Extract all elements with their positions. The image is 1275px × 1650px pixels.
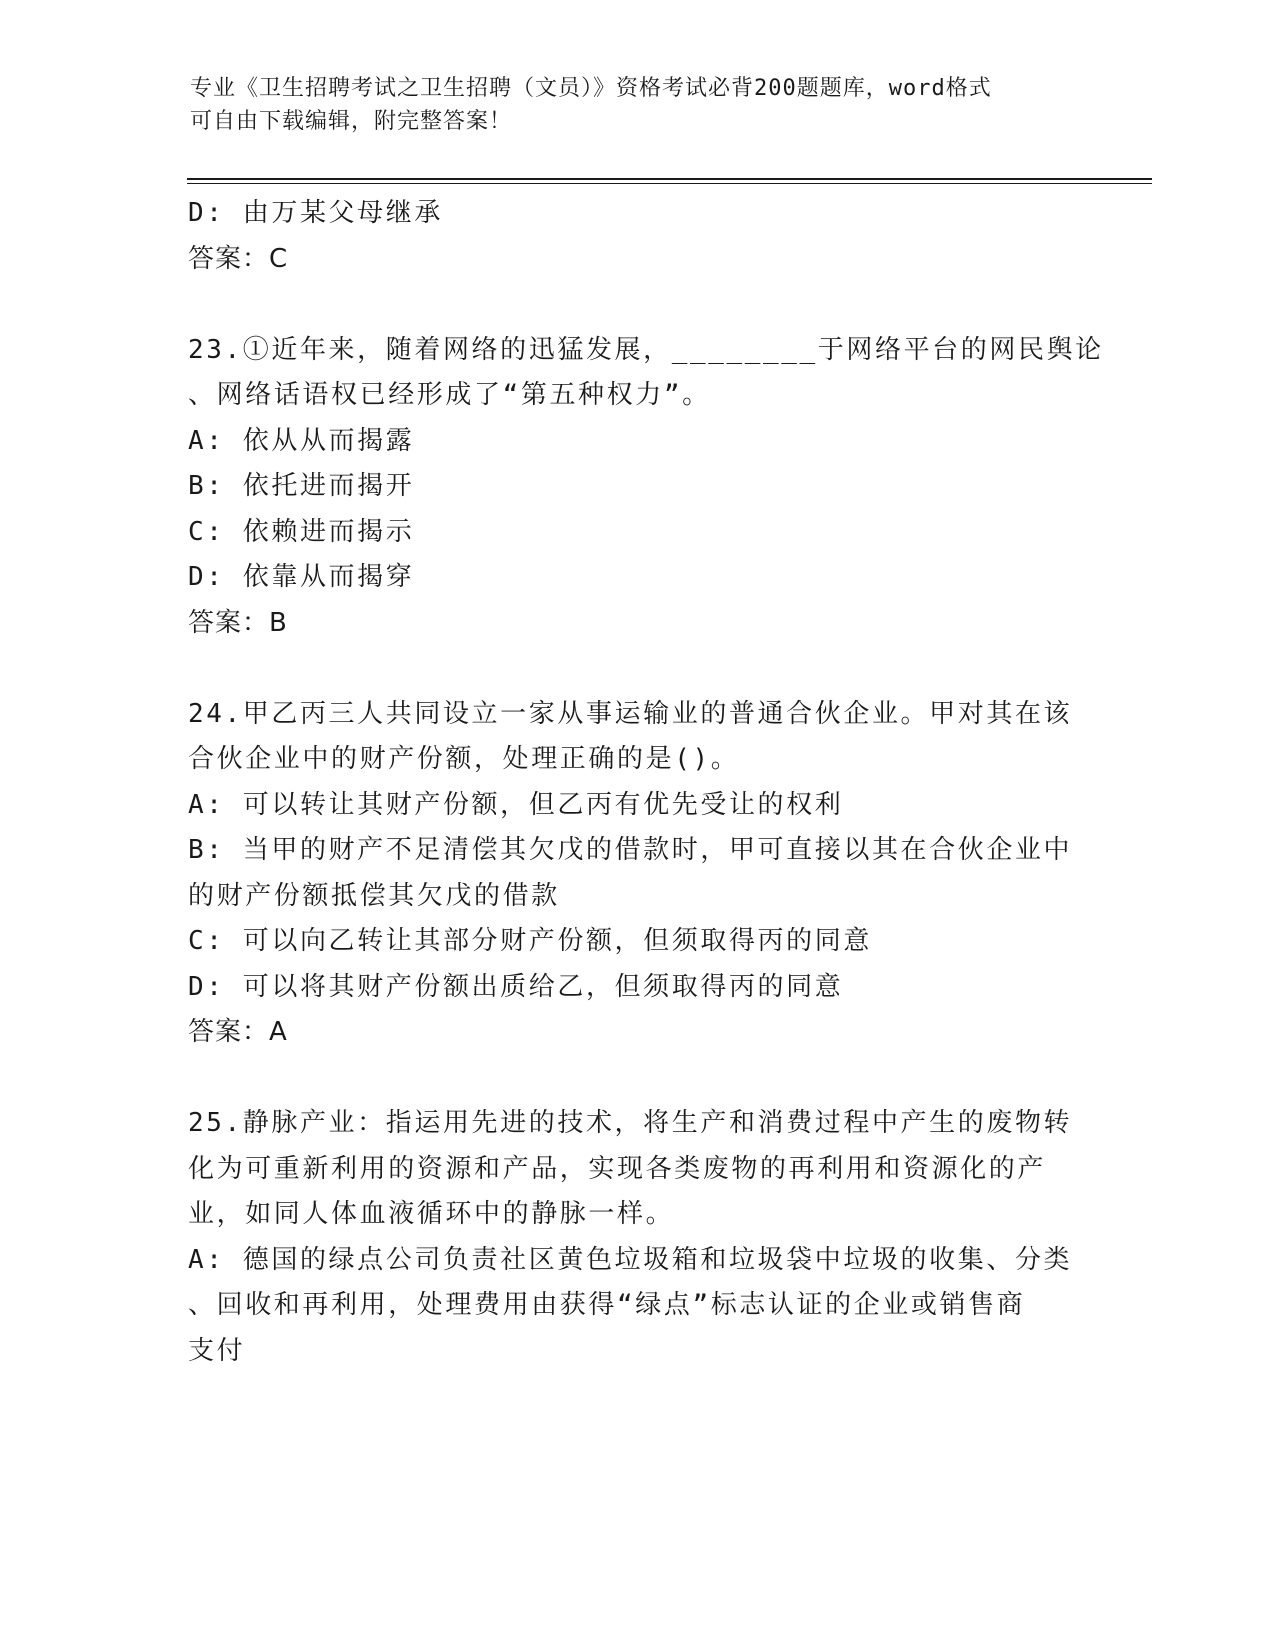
q24-option-b-line-1: B: 当甲的财产不足清偿其欠戊的借款时，甲可直接以其在合伙企业中 <box>188 835 1073 865</box>
q23-answer: 答案：B <box>188 607 288 638</box>
prev-option-d: D: 由万某父母继承 <box>188 198 443 228</box>
q24-stem-line-1: 24.甲乙丙三人共同设立一家从事运输业的普通合伙企业。甲对其在该 <box>188 698 1073 729</box>
question-content <box>188 191 1104 1374</box>
q25-stem-line-1: 25.静脉产业：指运用先进的技术，将生产和消费过程中产生的废物转 <box>188 1108 1073 1138</box>
question-24 <box>188 692 1088 1056</box>
q24-option-d: D: 可以将其财产份额出质给乙，但须取得丙的同意 <box>188 971 844 1002</box>
page-header <box>190 72 1070 138</box>
header-line-1: 专业《卫生招聘考试之卫生招聘（文员）》资格考试必背200题题库，word格式 <box>190 76 992 101</box>
q23-option-a: A: 依从从而揭露 <box>188 425 415 456</box>
question-23 <box>188 328 1104 647</box>
q25-stem-line-2: 化为可重新利用的资源和产品，实现各类废物的再利用和资源化的产 <box>188 1153 1047 1184</box>
q23-stem-line-1: 23.①近年来，随着网络的迅猛发展，________于网络平台的网民舆论 <box>188 334 1104 365</box>
q24-option-b-line-2: 的财产份额抵偿其欠戊的借款 <box>188 880 560 911</box>
q25-option-a-line-2: 、回收和再利用，处理费用由获得“绿点”标志认证的企业或销售商 <box>188 1290 1026 1320</box>
prev-answer: 答案：C <box>188 243 289 274</box>
q23-option-c: C: 依赖进而揭示 <box>188 516 415 547</box>
spacer <box>188 282 1088 328</box>
spacer <box>188 646 1088 692</box>
q25-option-a-line-1: A: 德国的绿点公司负责社区黄色垃圾箱和垃圾袋中垃圾的收集、分类 <box>188 1244 1073 1275</box>
question-25 <box>188 1101 1088 1374</box>
q24-option-a: A: 可以转让其财产份额，但乙丙有优先受让的权利 <box>188 789 844 820</box>
header-line-2: 可自由下载编辑，附完整答案！ <box>190 109 513 134</box>
q23-option-d: D: 依靠从而揭穿 <box>188 562 415 592</box>
header-divider-thin <box>187 183 1152 184</box>
q25-option-a-line-3: 支付 <box>188 1335 246 1366</box>
q23-stem-line-2: 、网络话语权已经形成了“第五种权力”。 <box>188 380 711 410</box>
header-divider <box>187 178 1152 180</box>
q23-option-b: B: 依托进而揭开 <box>188 471 415 501</box>
q25-stem-line-3: 业，如同人体血液循环中的静脉一样。 <box>188 1199 675 1229</box>
q24-answer: 答案：A <box>188 1017 288 1047</box>
spacer <box>188 1056 1088 1102</box>
q24-option-c: C: 可以向乙转让其部分财产份额，但须取得丙的同意 <box>188 926 872 956</box>
q24-stem-line-2: 合伙企业中的财产份额，处理正确的是()。 <box>188 744 740 774</box>
